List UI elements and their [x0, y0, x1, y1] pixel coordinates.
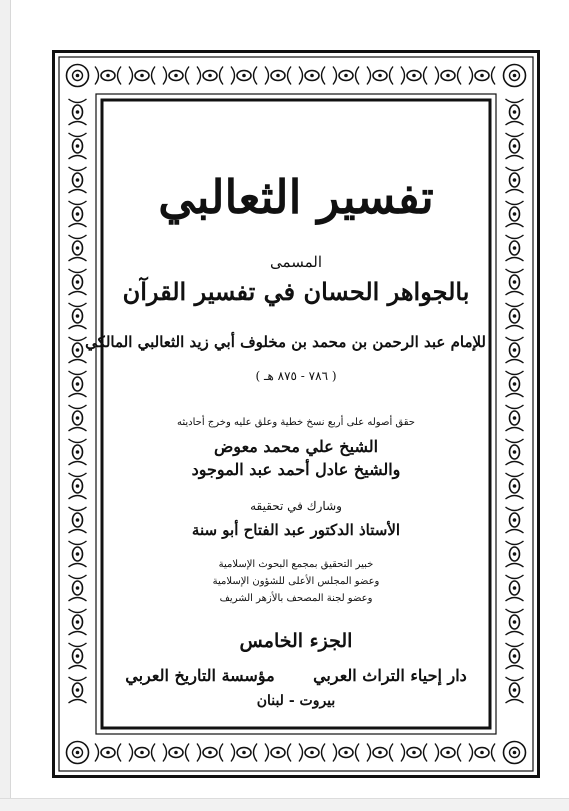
- border-motif-dot: [513, 382, 517, 386]
- border-curl: [506, 258, 524, 262]
- border-curl: [506, 292, 524, 296]
- border-curl: [401, 744, 405, 762]
- border-motif-dot: [513, 654, 517, 658]
- border-curl: [69, 258, 87, 262]
- publishers: [106, 666, 486, 685]
- border-motif-dot: [76, 178, 80, 182]
- border-motif-dot: [513, 110, 517, 114]
- border-curl: [492, 744, 496, 762]
- border-curl: [265, 67, 269, 85]
- border-curl: [254, 744, 258, 762]
- border-curl: [299, 67, 303, 85]
- border-curl: [69, 473, 87, 477]
- border-curl: [506, 428, 524, 432]
- book-author: للإمام عبد الرحمن بن محمد بن مخلوف أبي زيد الثعالبي المالكي: [85, 333, 486, 351]
- border-curl: [69, 462, 87, 466]
- border-curl: [506, 371, 524, 375]
- border-curl: [506, 167, 524, 171]
- author-dates: ( ٧٨٦ - ٨٧٥ هـ ): [255, 369, 337, 383]
- border-motif-dot: [378, 751, 382, 755]
- border-curl: [69, 394, 87, 398]
- border-curl: [506, 156, 524, 160]
- volume-number: الجزء الخامس: [239, 630, 353, 652]
- border-curl: [69, 326, 87, 330]
- border-curl: [152, 744, 156, 762]
- border-motif-dot: [513, 620, 517, 624]
- border-motif-dot: [76, 518, 80, 522]
- border-curl: [333, 67, 337, 85]
- border-motif-dot: [76, 212, 80, 216]
- border-curl: [231, 744, 235, 762]
- border-curl: [506, 133, 524, 137]
- editor-2: والشيخ عادل أحمد عبد الموجود: [191, 460, 401, 479]
- border-curl: [197, 67, 201, 85]
- editor-3-role-1: خبير التحقيق بمجمع البحوث الإسلامية: [218, 559, 374, 570]
- publisher-1: دار إحياء التراث العربي: [313, 666, 467, 685]
- border-motif-dot: [76, 654, 80, 658]
- border-curl: [506, 326, 524, 330]
- border-curl: [356, 67, 360, 85]
- border-motif-dot: [513, 178, 517, 182]
- border-curl: [367, 744, 371, 762]
- border-curl: [435, 744, 439, 762]
- border-curl: [69, 541, 87, 545]
- border-curl: [69, 677, 87, 681]
- border-motif-dot: [76, 688, 80, 692]
- border-curl: [506, 496, 524, 500]
- border-curl: [506, 473, 524, 477]
- border-motif-dot: [276, 751, 280, 755]
- border-curl: [322, 744, 326, 762]
- border-motif-dot: [310, 74, 314, 78]
- border-curl: [186, 744, 190, 762]
- border-corner-rosette-dot: [76, 751, 80, 755]
- border-motif-dot: [76, 110, 80, 114]
- border-motif-dot: [513, 518, 517, 522]
- border-curl: [254, 67, 258, 85]
- border-motif-dot: [76, 382, 80, 386]
- border-curl: [69, 269, 87, 273]
- border-curl: [506, 541, 524, 545]
- border-curl: [69, 167, 87, 171]
- editors-intro: حقق أصوله على أربع نسخ خطية وعلق عليه وخرج أحاديثه: [177, 417, 415, 428]
- border-motif-dot: [513, 484, 517, 488]
- border-curl: [506, 507, 524, 511]
- border-motif-dot: [76, 620, 80, 624]
- border-curl: [231, 67, 235, 85]
- border-curl: [186, 67, 190, 85]
- border-curl: [333, 744, 337, 762]
- border-curl: [506, 224, 524, 228]
- border-curl: [506, 201, 524, 205]
- border-curl: [69, 99, 87, 103]
- border-motif-dot: [412, 74, 416, 78]
- border-curl: [390, 744, 394, 762]
- border-motif-dot: [412, 751, 416, 755]
- border-curl: [506, 360, 524, 364]
- border-curl: [356, 744, 360, 762]
- border-curl: [506, 530, 524, 534]
- border-motif-dot: [344, 74, 348, 78]
- border-curl: [506, 632, 524, 636]
- border-curl: [424, 67, 428, 85]
- border-motif-dot: [480, 74, 484, 78]
- border-curl: [197, 744, 201, 762]
- border-curl: [401, 67, 405, 85]
- border-motif-dot: [513, 416, 517, 420]
- book-title: تفسير الثعالبي: [158, 170, 434, 224]
- border-curl: [69, 598, 87, 602]
- border-motif-dot: [76, 280, 80, 284]
- border-motif-dot: [242, 751, 246, 755]
- border-curl: [118, 744, 122, 762]
- border-curl: [506, 405, 524, 409]
- border-curl: [299, 744, 303, 762]
- editor-1: الشيخ علي محمد معوض: [213, 437, 379, 456]
- border-curl: [288, 67, 292, 85]
- border-corner-rosette-dot: [513, 751, 517, 755]
- co-editor-intro: وشارك في تحقيقه: [250, 499, 342, 513]
- border-curl: [129, 744, 133, 762]
- border-motif-dot: [344, 751, 348, 755]
- border-motif-dot: [140, 751, 144, 755]
- border-curl: [506, 462, 524, 466]
- border-curl: [69, 666, 87, 670]
- border-curl: [69, 575, 87, 579]
- border-curl: [265, 744, 269, 762]
- border-curl: [69, 156, 87, 160]
- border-curl: [506, 337, 524, 341]
- border-motif-dot: [76, 314, 80, 318]
- border-curl: [506, 643, 524, 647]
- border-curl: [506, 235, 524, 239]
- border-curl: [69, 428, 87, 432]
- page-left-edge: [0, 0, 11, 810]
- border-curl: [469, 67, 473, 85]
- border-curl: [506, 575, 524, 579]
- border-motif-dot: [76, 144, 80, 148]
- border-motif-dot: [106, 751, 110, 755]
- border-curl: [69, 371, 87, 375]
- border-curl: [506, 609, 524, 613]
- border-curl: [506, 677, 524, 681]
- border-curl: [469, 744, 473, 762]
- border-motif-dot: [513, 212, 517, 216]
- border-motif-dot: [76, 246, 80, 250]
- title-page-content: [85, 104, 486, 724]
- border-motif-dot: [174, 74, 178, 78]
- border-motif-dot: [310, 751, 314, 755]
- border-curl: [69, 337, 87, 341]
- border-curl: [506, 666, 524, 670]
- border-curl: [69, 496, 87, 500]
- border-curl: [69, 507, 87, 511]
- editor-3: الأستاذ الدكتور عبد الفتاح أبو سنة: [191, 521, 401, 539]
- border-motif-dot: [76, 552, 80, 556]
- border-motif-dot: [513, 450, 517, 454]
- border-curl: [390, 67, 394, 85]
- border-curl: [367, 67, 371, 85]
- book-subtitle: بالجواهر الحسان في تفسير القرآن: [122, 277, 470, 306]
- border-curl: [322, 67, 326, 85]
- publisher-city: بيروت - لبنان: [256, 693, 336, 709]
- border-curl: [458, 67, 462, 85]
- editor-3-role-2: وعضو المجلس الأعلى للشؤون الإسلامية: [212, 576, 380, 587]
- border-curl: [288, 744, 292, 762]
- border-motif-dot: [106, 74, 110, 78]
- editor-3-role-3: وعضو لجنة المصحف بالأزهر الشريف: [219, 593, 373, 604]
- border-motif-dot: [208, 751, 212, 755]
- border-motif-dot: [140, 74, 144, 78]
- border-curl: [69, 190, 87, 194]
- border-motif-dot: [513, 688, 517, 692]
- border-motif-dot: [513, 586, 517, 590]
- border-curl: [492, 67, 496, 85]
- border-curl: [506, 700, 524, 704]
- border-curl: [69, 133, 87, 137]
- border-curl: [69, 360, 87, 364]
- border-curl: [163, 67, 167, 85]
- border-curl: [69, 530, 87, 534]
- border-curl: [506, 439, 524, 443]
- border-motif-dot: [242, 74, 246, 78]
- border-curl: [220, 744, 224, 762]
- border-motif-dot: [276, 74, 280, 78]
- border-motif-dot: [513, 552, 517, 556]
- border-curl: [506, 303, 524, 307]
- border-motif-dot: [513, 144, 517, 148]
- border-curl: [69, 201, 87, 205]
- border-curl: [69, 632, 87, 636]
- border-curl: [118, 67, 122, 85]
- border-motif-dot: [174, 751, 178, 755]
- border-motif-dot: [513, 246, 517, 250]
- border-curl: [69, 700, 87, 704]
- border-motif-dot: [378, 74, 382, 78]
- border-corner-rosette-dot: [513, 74, 517, 78]
- border-motif-dot: [76, 450, 80, 454]
- border-curl: [506, 99, 524, 103]
- border-corner-rosette-dot: [76, 74, 80, 78]
- border-curl: [220, 67, 224, 85]
- publisher-2: مؤسسة التاريخ العربي: [125, 666, 275, 685]
- border-curl: [69, 224, 87, 228]
- border-curl: [435, 67, 439, 85]
- border-motif-dot: [513, 280, 517, 284]
- border-curl: [69, 292, 87, 296]
- border-curl: [506, 394, 524, 398]
- border-motif-dot: [513, 314, 517, 318]
- border-curl: [506, 190, 524, 194]
- border-curl: [95, 67, 99, 85]
- border-curl: [163, 744, 167, 762]
- border-curl: [69, 439, 87, 443]
- book-musamma: المسمى: [270, 253, 322, 271]
- border-motif-dot: [76, 586, 80, 590]
- border-curl: [506, 269, 524, 273]
- border-motif-dot: [513, 348, 517, 352]
- border-curl: [69, 303, 87, 307]
- border-curl: [129, 67, 133, 85]
- border-motif-dot: [446, 751, 450, 755]
- border-curl: [69, 609, 87, 613]
- border-curl: [506, 564, 524, 568]
- border-curl: [69, 564, 87, 568]
- border-motif-dot: [76, 484, 80, 488]
- border-motif-dot: [76, 416, 80, 420]
- border-curl: [69, 235, 87, 239]
- border-curl: [424, 744, 428, 762]
- border-motif-dot: [480, 751, 484, 755]
- border-curl: [95, 744, 99, 762]
- border-motif-dot: [76, 348, 80, 352]
- border-curl: [458, 744, 462, 762]
- border-curl: [152, 67, 156, 85]
- border-motif-dot: [446, 74, 450, 78]
- border-motif-dot: [208, 74, 212, 78]
- border-curl: [506, 598, 524, 602]
- border-curl: [69, 643, 87, 647]
- border-curl: [506, 122, 524, 126]
- page-bottom-edge: [0, 798, 569, 811]
- border-curl: [69, 405, 87, 409]
- border-curl: [69, 122, 87, 126]
